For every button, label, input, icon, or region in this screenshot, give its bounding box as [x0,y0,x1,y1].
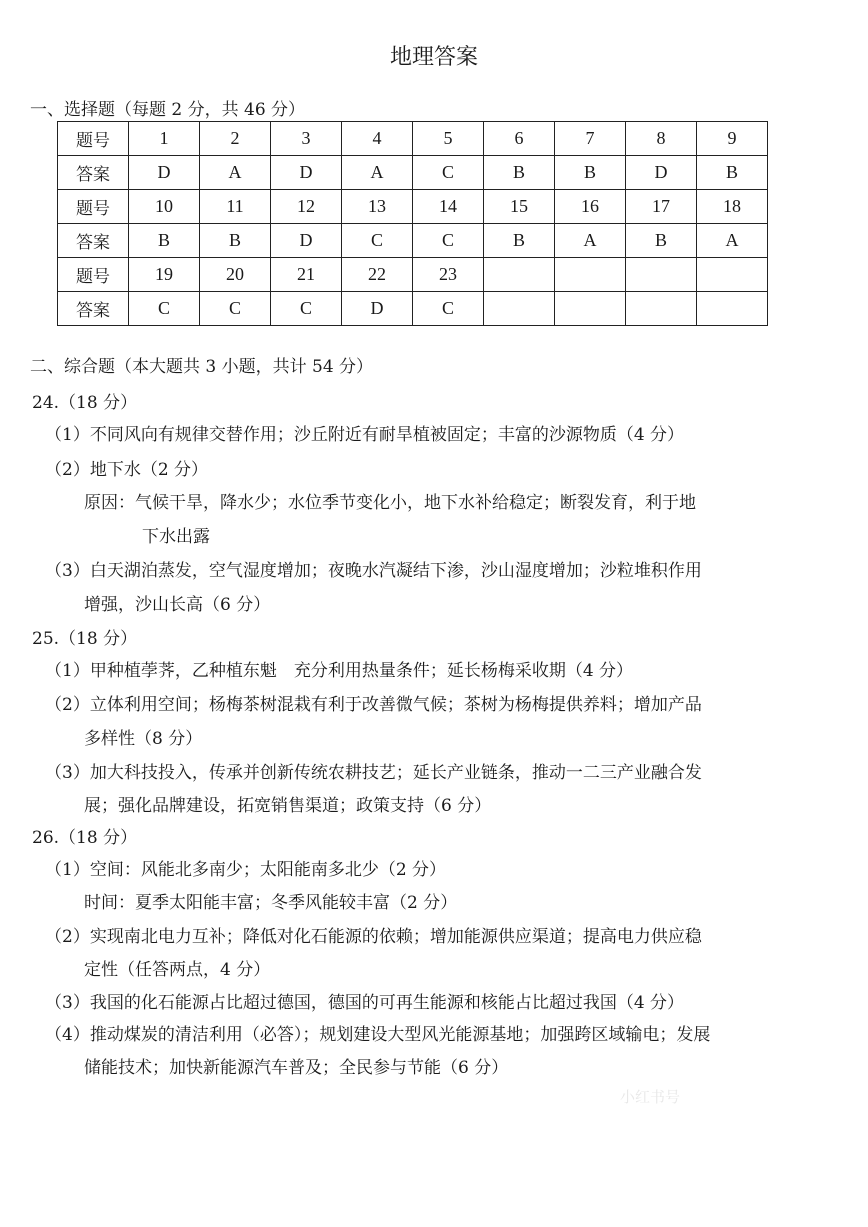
answer-cell: C [342,224,413,258]
answer-cell: C [271,292,342,326]
number-cell: 13 [342,190,413,224]
section-2-heading: 二、综合题（本大题共 3 小题，共计 54 分） [30,357,374,377]
q26-part-4: （4）推动煤炭的清洁利用（必答）；规划建设大型风光能源基地；加强跨区域输电；发展 [45,1025,711,1045]
answer-table-body [58,122,768,326]
answer-cell [484,292,555,326]
answer-cell [697,292,768,326]
q26-part-2: （2）实现南北电力互补；降低对化石能源的依赖；增加能源供应渠道；提高电力供应稳 [45,927,702,947]
answer-cell: B [626,224,697,258]
answer-cell: D [626,156,697,190]
number-row-label: 题号 [58,122,129,156]
answer-cell: B [129,224,200,258]
answer-row-label: 答案 [58,292,129,326]
q24-part-2-reason: 原因：气候干旱，降水少；水位季节变化小，地下水补给稳定；断裂发育，利于地 [84,493,696,513]
q25-part-2-cont: 多样性（8 分） [84,729,203,749]
number-cell: 19 [129,258,200,292]
number-cell: 6 [484,122,555,156]
answer-cell: B [200,224,271,258]
answer-cell: B [484,224,555,258]
answer-cell: B [555,156,626,190]
number-row-label: 题号 [58,258,129,292]
answer-cell: B [697,156,768,190]
number-cell: 2 [200,122,271,156]
q25-part-3-cont: 展；强化品牌建设，拓宽销售渠道；政策支持（6 分） [84,796,492,816]
number-row-label: 题号 [58,190,129,224]
table-row [58,258,768,292]
number-cell [484,258,555,292]
answer-cell: D [342,292,413,326]
number-cell: 20 [200,258,271,292]
answer-cell: A [200,156,271,190]
number-cell [555,258,626,292]
q26-heading: 26.（18 分） [32,828,138,848]
number-cell: 23 [413,258,484,292]
answer-cell: B [484,156,555,190]
number-cell: 5 [413,122,484,156]
q25-part-1: （1）甲种植荸荠，乙种植东魁 充分利用热量条件；延长杨梅采收期（4 分） [45,661,634,681]
table-row [58,190,768,224]
answer-cell: C [129,292,200,326]
number-cell: 3 [271,122,342,156]
table-row [58,156,768,190]
answer-cell: C [413,224,484,258]
number-cell: 21 [271,258,342,292]
number-cell: 14 [413,190,484,224]
number-cell: 16 [555,190,626,224]
answer-row-label: 答案 [58,224,129,258]
number-cell: 1 [129,122,200,156]
answer-cell: C [413,292,484,326]
number-cell [626,258,697,292]
answer-cell: D [129,156,200,190]
watermark-text: 小红书号 [620,1088,681,1106]
q26-part-1-time: 时间：夏季太阳能丰富；冬季风能较丰富（2 分） [84,893,458,913]
answer-row-label: 答案 [58,156,129,190]
answer-cell: A [342,156,413,190]
q25-heading: 25.（18 分） [32,629,138,649]
q24-part-2: （2）地下水（2 分） [45,460,209,480]
answer-cell: D [271,224,342,258]
number-cell: 12 [271,190,342,224]
answer-table [57,121,768,326]
q26-part-2-cont: 定性（任答两点，4 分） [84,960,271,980]
answer-cell: A [697,224,768,258]
answer-cell: C [200,292,271,326]
answer-cell: A [555,224,626,258]
q24-heading: 24.（18 分） [32,393,138,413]
table-row [58,224,768,258]
number-cell [697,258,768,292]
q25-part-2: （2）立体利用空间；杨梅茶树混栽有利于改善微气候；茶树为杨梅提供养料；增加产品 [45,695,702,715]
table-row [58,292,768,326]
answer-cell [555,292,626,326]
q24-part-1: （1）不同风向有规律交替作用；沙丘附近有耐旱植被固定；丰富的沙源物质（4 分） [45,425,685,445]
section-1-heading: 一、选择题（每题 2 分，共 46 分） [30,100,306,120]
number-cell: 8 [626,122,697,156]
number-cell: 18 [697,190,768,224]
answer-cell [626,292,697,326]
number-cell: 15 [484,190,555,224]
table-row [58,122,768,156]
q24-part-3-cont: 增强，沙山长高（6 分） [84,595,271,615]
q25-part-3: （3）加大科技投入，传承并创新传统农耕技艺；延长产业链条，推动一二三产业融合发 [45,763,702,783]
q24-part-2-reason-cont: 下水出露 [142,527,210,547]
q26-part-4-cont: 储能技术；加快新能源汽车普及；全民参与节能（6 分） [84,1058,509,1078]
answer-cell: D [271,156,342,190]
q26-part-3: （3）我国的化石能源占比超过德国，德国的可再生能源和核能占比超过我国（4 分） [45,993,685,1013]
number-cell: 22 [342,258,413,292]
number-cell: 4 [342,122,413,156]
number-cell: 11 [200,190,271,224]
answer-cell: C [413,156,484,190]
number-cell: 17 [626,190,697,224]
number-cell: 9 [697,122,768,156]
q26-part-1: （1）空间：风能北多南少；太阳能南多北少（2 分） [45,860,447,880]
q24-part-3: （3）白天湖泊蒸发，空气湿度增加；夜晚水汽凝结下渗，沙山湿度增加；沙粒堆积作用 [45,561,702,581]
number-cell: 10 [129,190,200,224]
page-title: 地理答案 [389,45,478,70]
number-cell: 7 [555,122,626,156]
